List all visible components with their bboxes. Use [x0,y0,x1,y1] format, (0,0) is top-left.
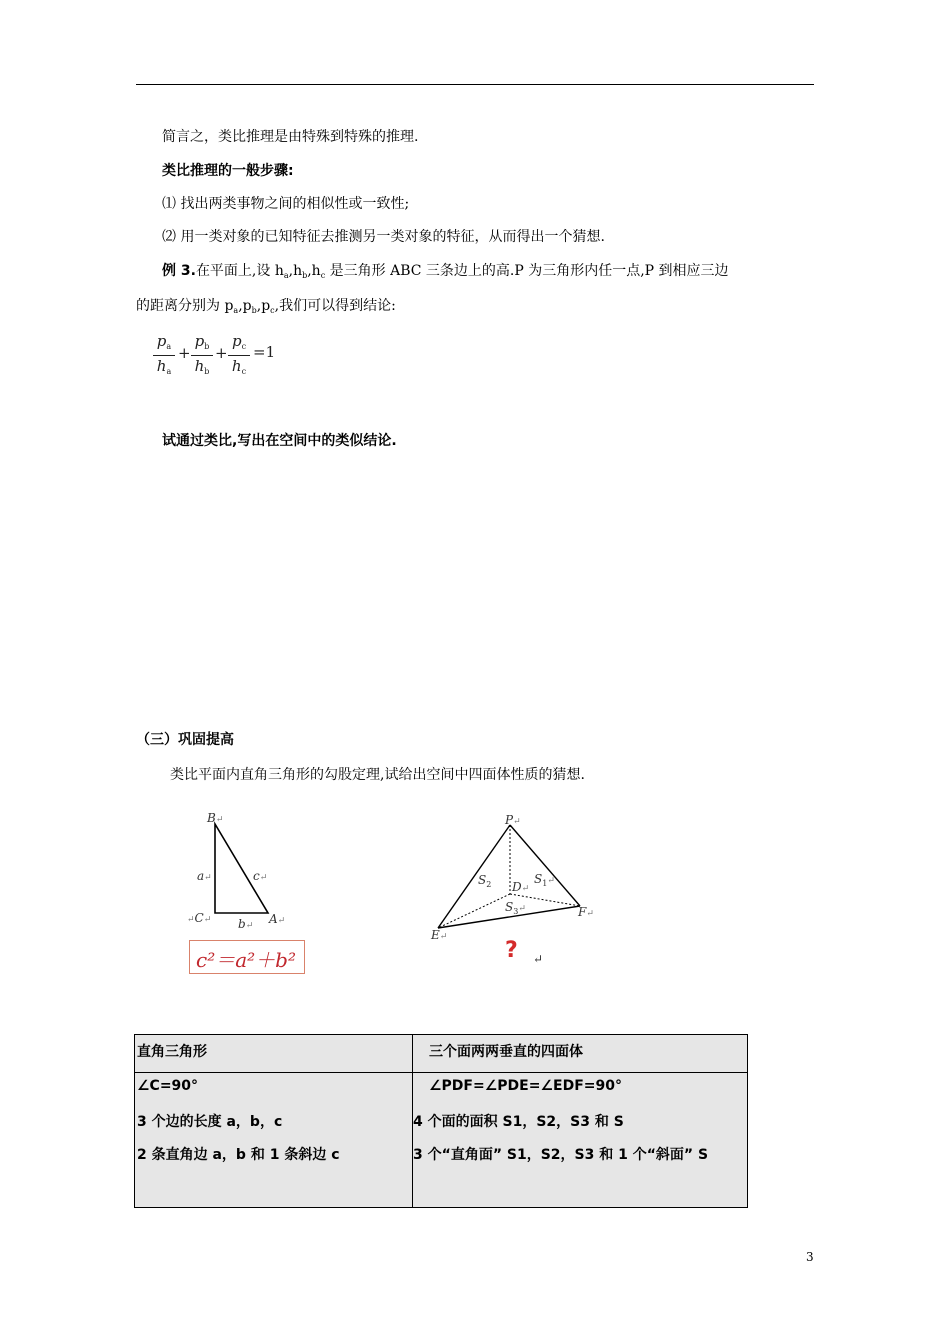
return-mark: ↵ [533,952,544,966]
label-B: B↵ [207,811,224,825]
fraction-pc-hc: $p_c$ $h_c$ [228,332,250,380]
section-heading: （三）巩固提高 [136,732,234,748]
right-triangle-figure [180,810,310,925]
label-F: F↵ [578,905,594,919]
header-right: 三个面两两垂直的四面体 [429,1044,583,1060]
label-D: D↵ [512,880,530,894]
left-row-3: 2 条直角边 a，b 和 1 条斜边 c [137,1147,340,1163]
step-1: ⑴ 找出两类事物之间的相似性或一致性; [162,196,410,212]
page-number: 3 [806,1250,814,1264]
header-cell-right [413,1035,748,1073]
summary-line: 简言之，类比推理是由特殊到特殊的推理. [162,129,419,145]
body-cell-right [413,1073,748,1208]
plus-sign: + [215,344,228,362]
header-cell-left [135,1035,413,1073]
label-a: a↵ [197,869,212,883]
comparison-table [134,1034,748,1208]
label-S2: $S_2$ [478,873,492,889]
steps-heading: 类比推理的一般步骤: [162,163,294,179]
right-row-2: 4 个面的面积 S1，S2，S3 和 S [413,1114,624,1130]
section-prompt: 类比平面内直角三角形的勾股定理,试给出空间中四面体性质的猜想. [170,767,585,783]
label-S1: $S_1↵$ [534,872,555,888]
label-c: c↵ [253,869,268,883]
right-row-1: ∠PDF=∠PDE=∠EDF=90° [429,1078,622,1094]
label-A: A↵ [269,912,286,926]
label-P: P↵ [505,813,521,827]
question-mark: ? [505,938,518,963]
example-3-line2: 的距离分别为 $p_a,p_b,p_c$,我们可以得到结论: [136,298,396,315]
label-S3: $S_3↵$ [505,900,526,916]
right-row-3: 3 个“直角面” S1，S2，S3 和 1 个“斜面” S [413,1147,709,1163]
example-label: 例 3. [162,263,196,279]
label-E: E↵ [431,928,448,942]
fraction-pb-hb: $p_b$ $h_b$ [191,332,213,380]
label-b: b↵ [238,917,254,931]
header-left: 直角三角形 [137,1044,207,1060]
label-C: ↵C↵ [187,911,212,925]
left-row-1: ∠C=90° [137,1078,199,1094]
example-3-line1: 例 3.在平面上,设 $h_a,h_b,h_c$ 是三角形 ABC 三条边上的高.P 为三角形内任一点,P 到相应三边 [162,263,729,280]
plus-sign: + [178,344,191,362]
header-rule [136,84,814,85]
body-cell-left [135,1073,413,1208]
left-row-2: 3 个边的长度 a，b，c [137,1114,283,1130]
pythagoras-formula: c²＝a²＋b² [196,948,296,972]
analogy-task: 试通过类比,写出在空间中的类似结论. [162,433,397,449]
tetrahedron-figure [420,810,600,940]
equals-one: =1 [253,343,276,361]
step-2: ⑵ 用一类对象的已知特征去推测另一类对象的特征，从而得出一个猜想. [162,229,605,245]
fraction-pa-ha: $p_a$ $h_a$ [153,332,175,380]
